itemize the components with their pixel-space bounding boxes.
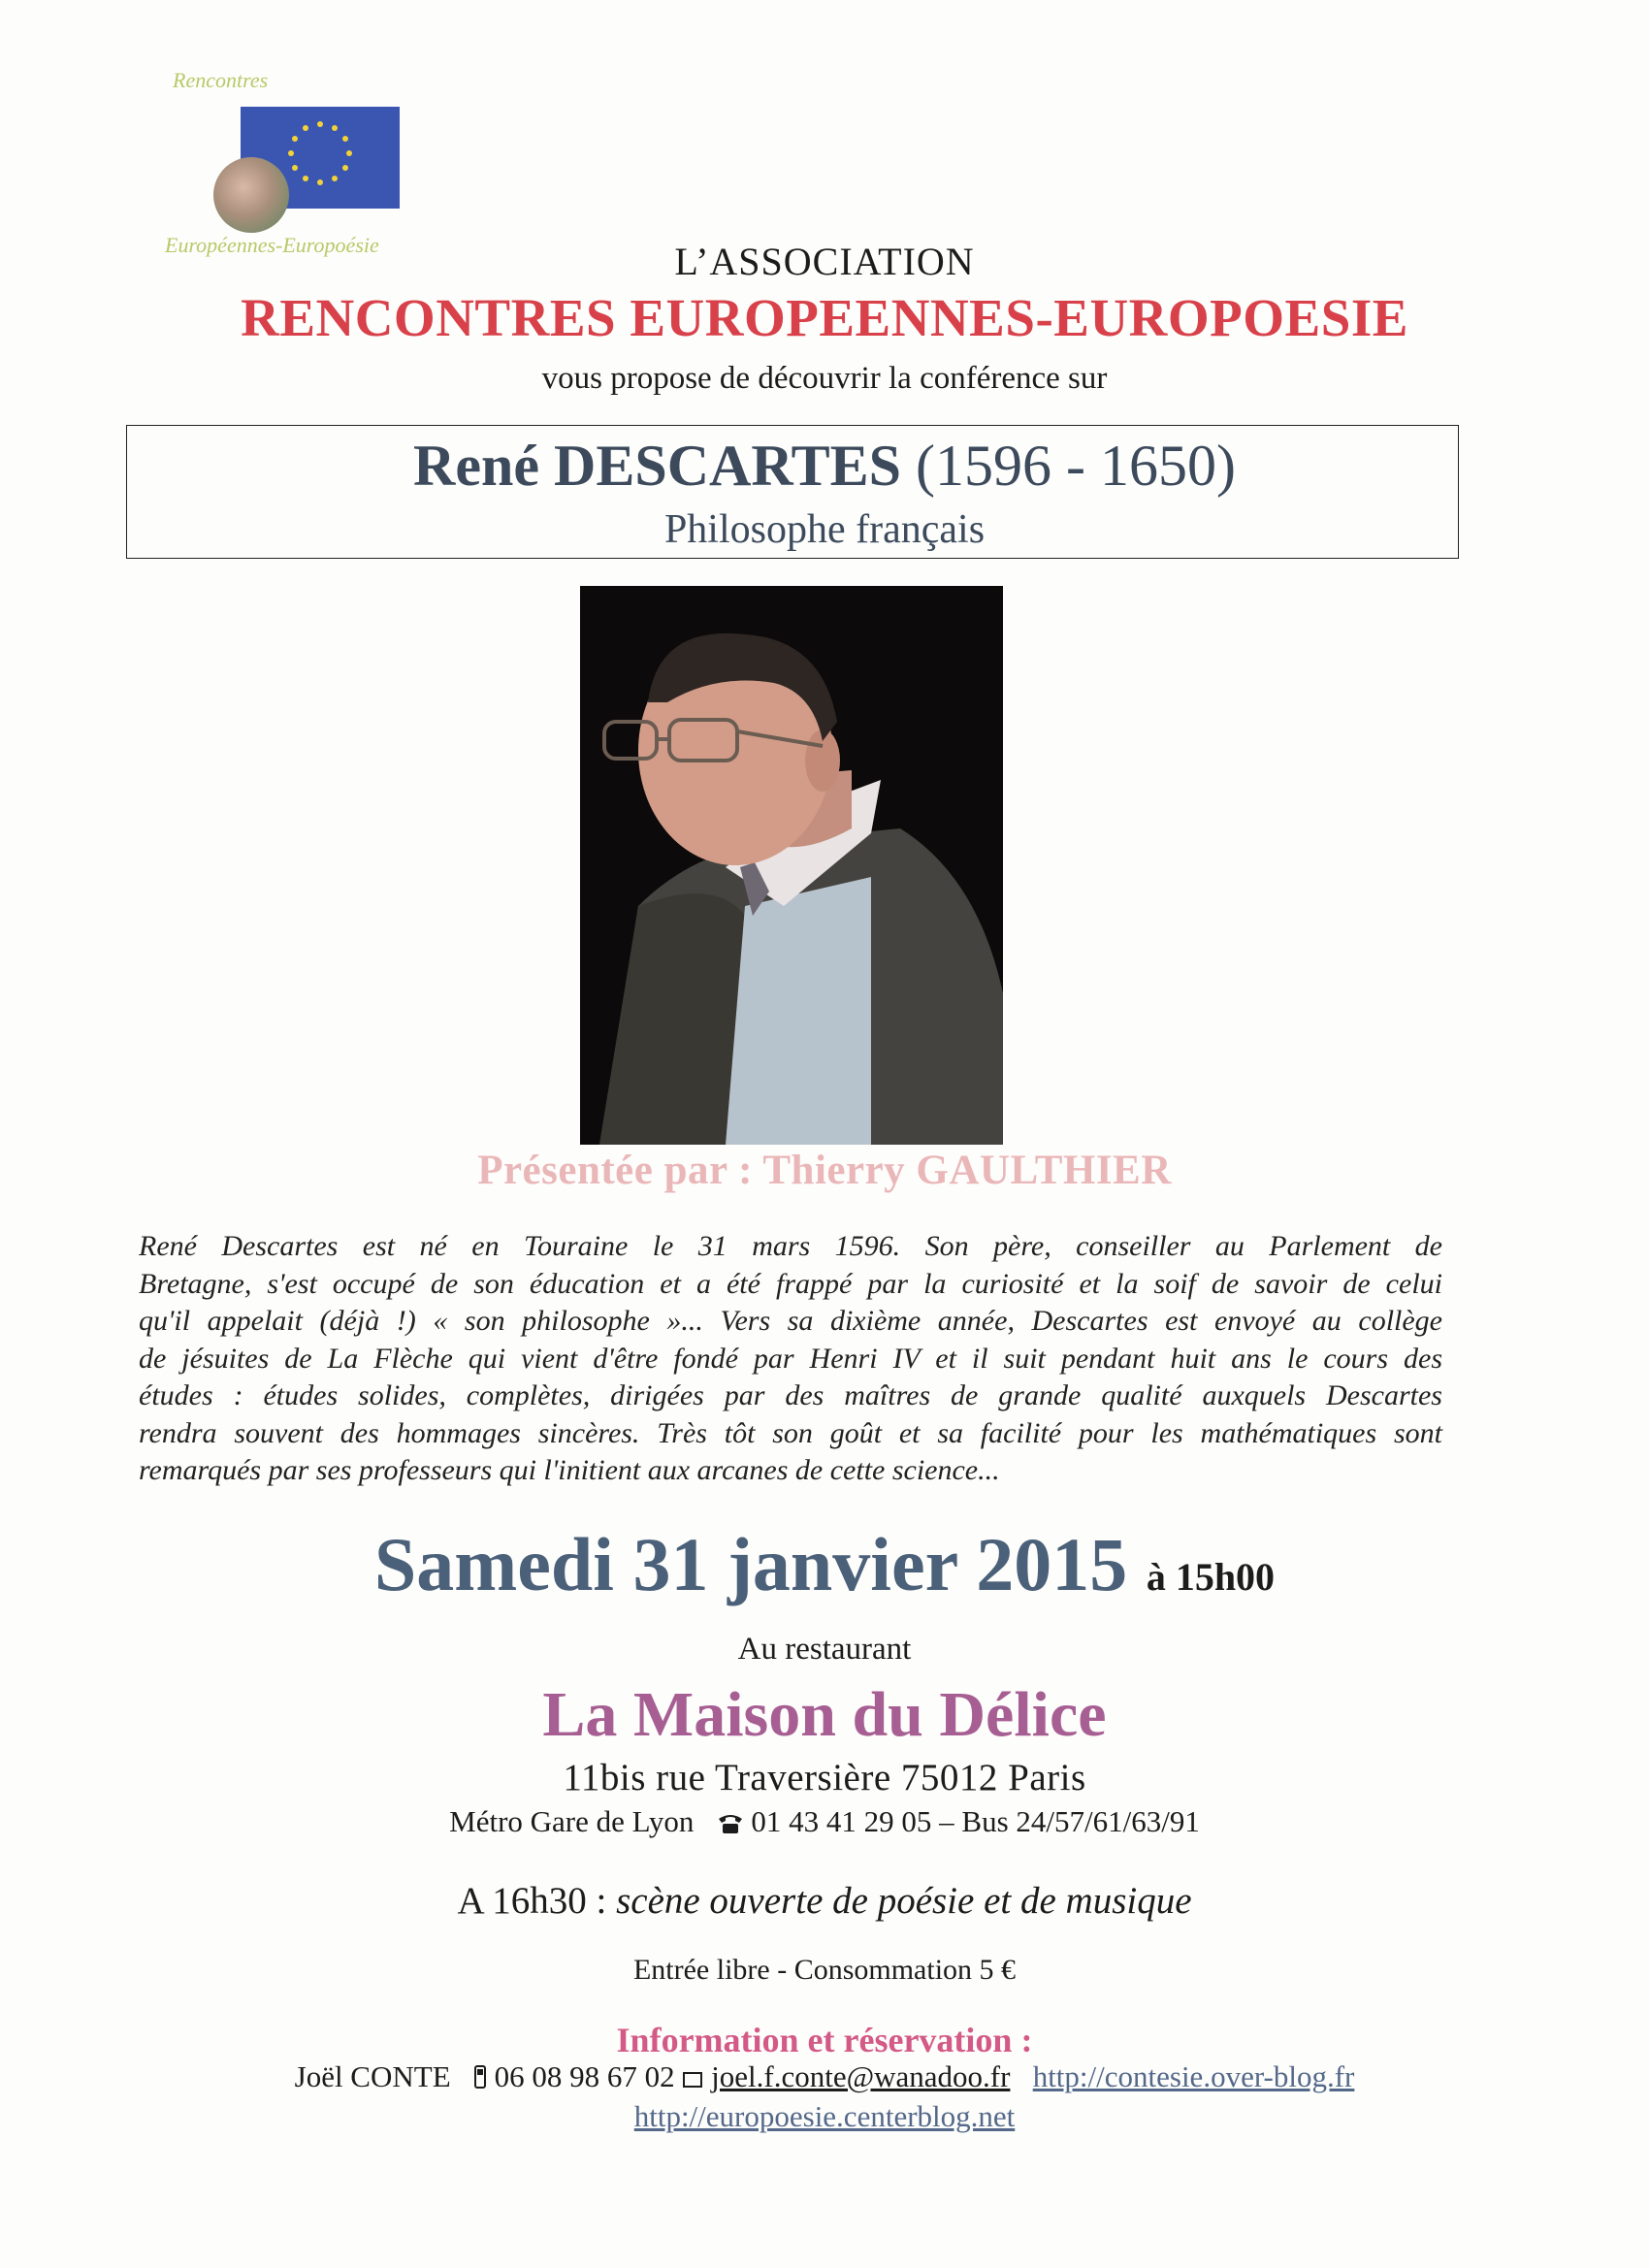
event-time: à 15h00: [1146, 1555, 1276, 1599]
bio-line: remarqués par ses professeurs qui l'initient aux arcanes de cette science...: [139, 1454, 1000, 1486]
bio-line: Bretagne, s'est occupé de son éducation et a été frappé par la curiosité et la soif de savoir de celui: [139, 1267, 1442, 1300]
metro-info: Métro Gare de Lyon: [449, 1804, 695, 1838]
phone-bus-info: 01 43 41 29 05 – Bus 24/57/61/63/91: [751, 1804, 1200, 1838]
bio-line: René Descartes est né en Touraine le 31 mars 1596. Son père, conseiller au Parlement de: [139, 1230, 1442, 1262]
open-stage-time: A 16h30 :: [457, 1880, 607, 1922]
subject-name: René DESCARTES: [413, 434, 901, 498]
bio-line: de jésuites de La Flèche qui vient d'être fondé par Henri IV et il suit pendant huit ans le cours des: [139, 1342, 1442, 1375]
telephone-icon: [717, 1807, 744, 1842]
mobile-phone-icon: [473, 2062, 487, 2097]
logo-word-top: Rencontres: [173, 68, 269, 92]
bio-line: qu'il appelait (déjà !) « son philosophe »... Vers sa dixième année, Descartes est envoyé au collège: [139, 1305, 1442, 1337]
venue-label: Au restaurant: [737, 1632, 912, 1667]
presenter-line: Présentée par : Thierry GAULTHIER: [477, 1148, 1172, 1193]
venue-address: 11bis rue Traversière 75012 Paris: [563, 1757, 1086, 1798]
bio-line: études : études solides, complètes, dirigées par des maîtres de grande qualité auxquels Descartes: [139, 1379, 1442, 1411]
logo-word-bottom: Européennes-Europoésie: [165, 233, 379, 257]
venue-transport: [0, 1804, 1649, 1842]
conference-intro: vous propose de découvrir la conférence sur: [541, 361, 1108, 396]
blog-link-contesie[interactable]: http://contesie.over-blog.fr: [1032, 2059, 1355, 2093]
contact-line: [0, 2059, 1649, 2097]
contact-name: Joël CONTE: [294, 2059, 451, 2093]
open-stage-text: scène ouverte de poésie et de musique: [616, 1880, 1192, 1922]
event-datetime: [0, 1521, 1649, 1608]
contact-email-link[interactable]: joel.f.conte@wanadoo.fr: [711, 2059, 1011, 2093]
subject-years: (1596 - 1650): [916, 434, 1236, 498]
conference-title: [0, 433, 1649, 500]
open-stage-line: [0, 1879, 1649, 1923]
presenter-portrait: [580, 586, 1003, 1145]
blog-line: [0, 2099, 1649, 2134]
biography-text: [139, 1228, 1442, 1490]
entry-info: Entrée libre - Consommation 5 €: [632, 1954, 1017, 1986]
contact-mobile: 06 08 98 67 02: [494, 2059, 675, 2093]
info-title: Information et réservation :: [616, 2021, 1033, 2059]
email-icon: [682, 2062, 703, 2097]
globe-icon: [213, 157, 289, 233]
event-date: Samedi 31 janvier 2015: [373, 1522, 1128, 1606]
subject-description: Philosophe français: [663, 507, 986, 552]
bio-line: rendra souvent des hommages sincères. Très tôt son goût et sa facilité pour les mathématiques sont: [139, 1416, 1442, 1449]
association-name: RENCONTRES EUROPEENNES-EUROPOESIE: [241, 288, 1408, 347]
venue-name: La Maison du Délice: [542, 1679, 1107, 1750]
blog-link-europoesie[interactable]: http://europoesie.centerblog.net: [633, 2099, 1016, 2133]
association-label: L’ASSOCIATION: [674, 240, 975, 283]
